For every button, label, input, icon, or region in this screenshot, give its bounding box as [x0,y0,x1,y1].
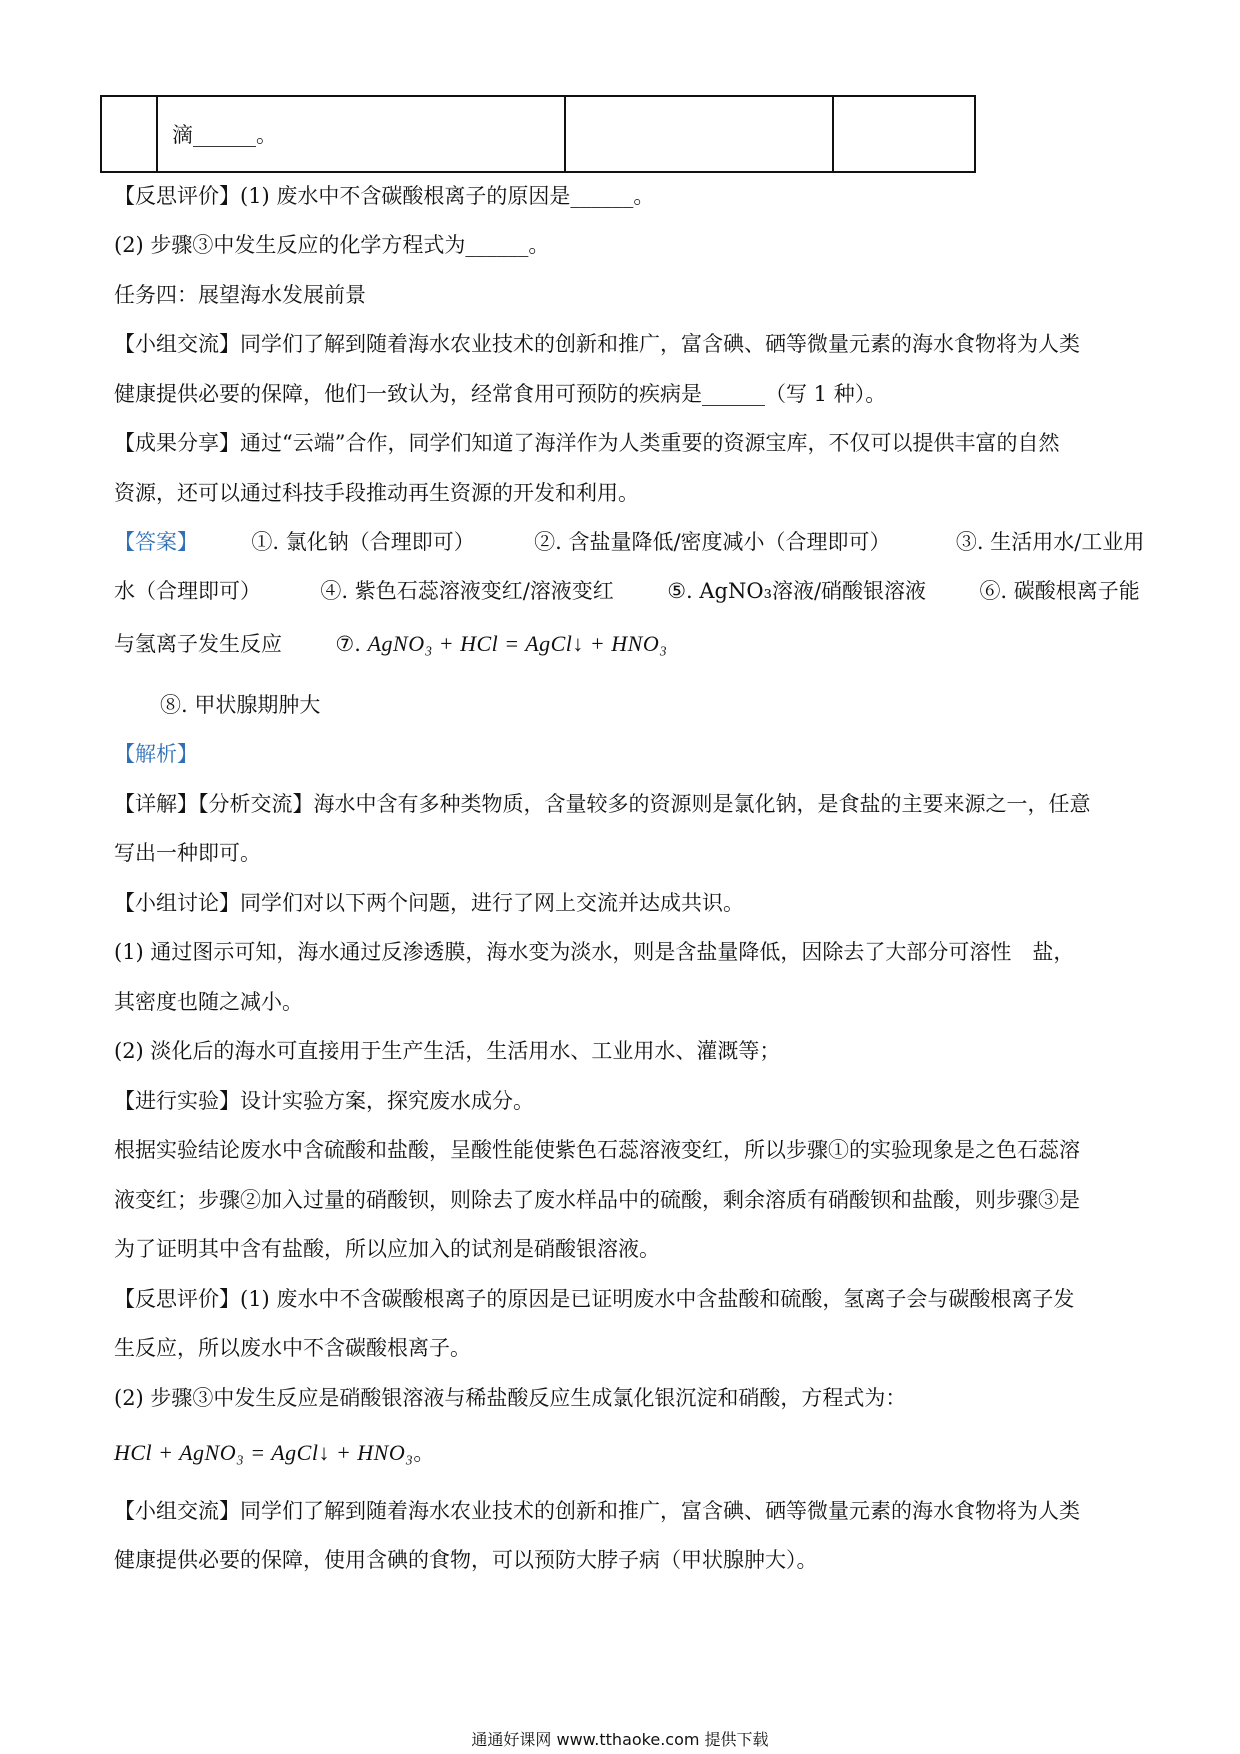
answer-8: ⑧. 甲状腺期肿大 [160,693,321,717]
table-cell-operation: 滴______。 [157,96,565,172]
analysis-para-4: (2) 淡化后的海水可直接用于生产生活，生活用水、工业用水、灌溉等； [114,1039,781,1063]
analysis-para-9: 【小组交流】同学们了解到随着海水农业技术的创新和推广，富含碘、硒等微量元素的海水食物将为人类 [114,1499,1080,1523]
analysis-para-7-cont: 生反应，所以废水中不含碳酸根离子。 [114,1336,471,1360]
table-cell-conclusion [833,96,975,172]
analysis-para-6-cont2: 为了证明其中含有盐酸，所以应加入的试剂是硝酸银溶液。 [114,1237,660,1261]
table-cell-step [101,96,157,172]
analysis-label: 【解析】 [114,742,198,766]
results-sharing-line-2: 资源，还可以通过科技手段推动再生资源的开发和利用。 [114,481,639,505]
analysis-equation: HCl + AgNO₃ = AgCl↓ + HNO₃ [114,1440,414,1465]
analysis-para-1: 【详解】【分析交流】海水中含有多种类物质，含量较多的资源则是氯化钠，是食盐的主要来源之一，任意 [114,792,1091,816]
answer-1: ①. 氯化钠（合理即可） [251,530,475,554]
reflection-question-2: (2) 步骤③中发生反应的化学方程式为______。 [114,233,550,257]
analysis-para-2: 【小组讨论】同学们对以下两个问题，进行了网上交流并达成共识。 [114,891,744,915]
answer-7-equation: AgNO₃ + HCl = AgCl↓ + HNO₃ [367,631,668,656]
answer-2: ②. 含盐量降低/密度减小（合理即可） [534,530,891,554]
analysis-para-9-cont: 健康提供必要的保障，使用含碘的食物，可以预防大脖子病（甲状腺肿大）。 [114,1548,818,1572]
reflection-question-1: 【反思评价】(1) 废水中不含碳酸根离子的原因是______。 [114,184,655,208]
analysis-para-1-cont: 写出一种即可。 [114,841,261,865]
answer-6: ⑥. 碳酸根离子能 [979,579,1140,603]
analysis-para-3: (1) 通过图示可知，海水通过反渗透膜，海水变为淡水，则是含盐量降低，因除去了大部分可溶性 盐， [114,940,1075,964]
analysis-para-3-cont: 其密度也随之减小。 [114,990,303,1014]
task-four-heading: 任务四：展望海水发展前景 [114,283,366,307]
group-exchange-line-1: 【小组交流】同学们了解到随着海水农业技术的创新和推广，富含碘、硒等微量元素的海水食物将为人类 [114,332,1080,356]
analysis-para-7: 【反思评价】(1) 废水中不含碳酸根离子的原因是已证明废水中含盐酸和硫酸，氢离子会与碳酸根离子发 [114,1287,1075,1311]
answer-3: ③. 生活用水/工业用 [955,530,1145,554]
page-footer: 通通好课网 www.tthaoke.com 提供下载 [471,1730,769,1749]
answer-6-continued: 与氢离子发生反应 [114,632,282,656]
answer-7-number: ⑦. [335,632,361,656]
answer-5: ⑤. AgNO₃溶液/硝酸银溶液 [667,579,927,603]
answer-4: ④. 紫色石蕊溶液变红/溶液变红 [320,579,614,603]
analysis-para-6: 根据实验结论废水中含硫酸和盐酸，呈酸性能使紫色石蕊溶液变红，所以步骤①的实验现象是之色石蕊溶 [114,1138,1080,1162]
analysis-para-5: 【进行实验】设计实验方案，探究废水成分。 [114,1089,534,1113]
table-row [101,96,975,172]
analysis-para-8: (2) 步骤③中发生反应是硝酸银溶液与稀盐酸反应生成氯化银沉淀和硝酸，方程式为： [114,1386,907,1410]
analysis-para-6-cont: 液变红；步骤②加入过量的硝酸钡，则除去了废水样品中的硫酸，剩余溶质有硝酸钡和盐酸，则步骤③是 [114,1188,1080,1212]
answer-line-1 [114,526,1145,558]
results-sharing-line-1: 【成果分享】通过“云端”合作，同学们知道了海洋作为人类重要的资源宝库，不仅可以提供丰富的自然 [114,431,1060,455]
analysis-equation-end: 。 [413,1441,435,1465]
answer-label: 【答案】 [114,530,198,554]
analysis-equation-line [114,1437,1134,1469]
answer-line-3 [114,628,1134,660]
answer-line-2 [114,575,1140,607]
answer-3-continued: 水（合理即可） [114,579,261,603]
table-cell-phenomenon [565,96,833,172]
group-exchange-line-2: 健康提供必要的保障，他们一致认为，经常食用可预防的疾病是______（写 1 种）。 [114,382,887,406]
experiment-table-continued [100,95,976,173]
